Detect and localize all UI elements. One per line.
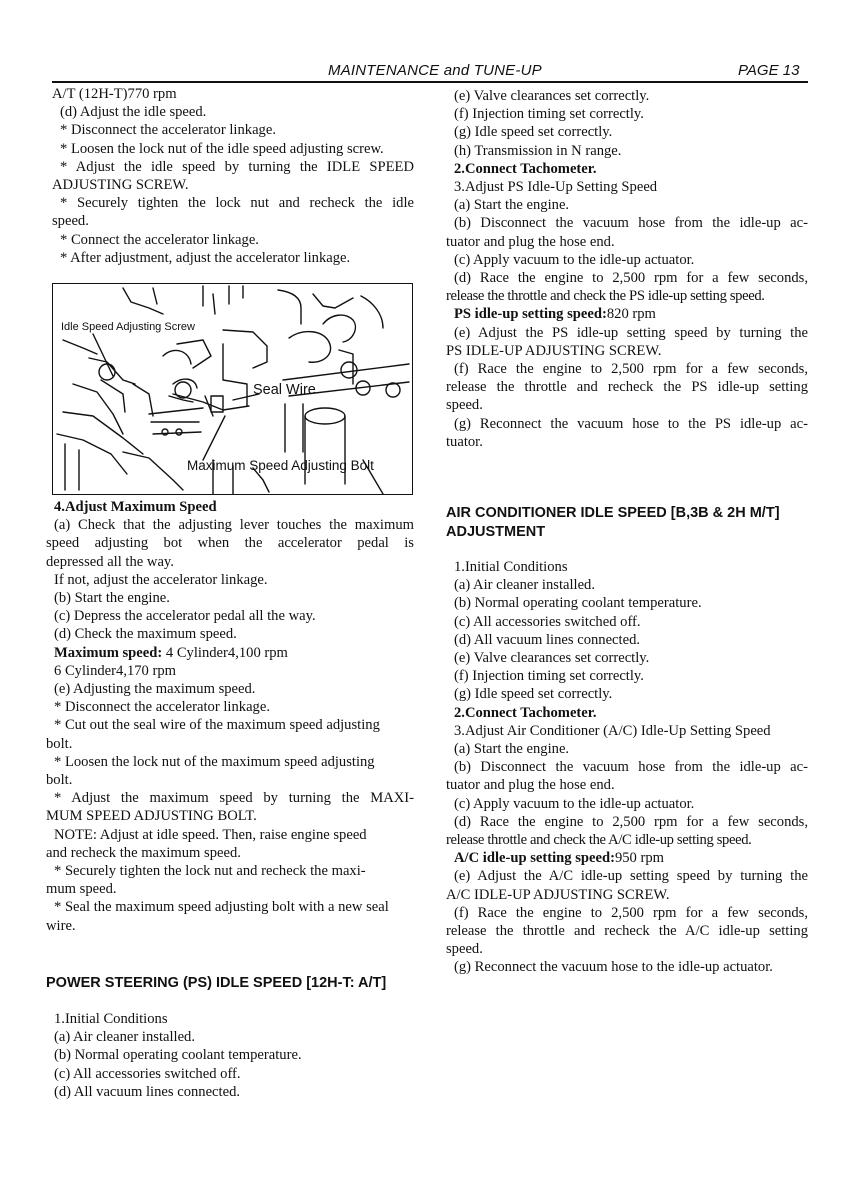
text-line: speed.	[446, 397, 483, 414]
text-line: * Cut out the seal wire of the maximum speed adjusting	[54, 717, 380, 734]
text-line: * Adjust the idle speed by turning the IDLE SPEED	[60, 158, 414, 175]
text-line: (c) Apply vacuum to the idle-up actuator.	[454, 795, 695, 812]
text-line: (g) Reconnect the vacuum hose to the idle-up actuator.	[454, 959, 773, 976]
ac-section-text	[446, 558, 808, 977]
text-line: (g) Idle speed set correctly.	[454, 124, 613, 141]
text-line: (f) Race the engine to 2,500 rpm for a few seconds,	[454, 904, 808, 921]
text-line: If not, adjust the accelerator linkage.	[54, 571, 268, 588]
text-line: (f) Injection timing set correctly.	[454, 668, 644, 685]
ac-section-title	[446, 504, 808, 542]
text-line: 1.Initial Conditions	[54, 1011, 168, 1027]
text-line: and recheck the maximum speed.	[46, 844, 241, 861]
max-speed-line	[46, 644, 414, 662]
header-title: MAINTENANCE and TUNE-UP	[328, 62, 542, 79]
text-line: (a) Start the engine.	[454, 741, 570, 758]
text-line: * Loosen the lock nut of the idle speed adjusting screw.	[60, 140, 384, 157]
text-line: * Disconnect the accelerator linkage.	[54, 699, 270, 716]
page-number: PAGE 13	[738, 62, 800, 79]
text-line: speed adjusting bot when the accelerator pedal is	[46, 535, 414, 552]
max-speed-4cyl: 4 Cylinder4,100 rpm	[162, 644, 288, 661]
label-maximum-speed-adjusting-bolt: Maximum Speed Adjusting Bolt	[187, 458, 374, 473]
text-line: 3.Adjust Air Conditioner (A/C) Idle-Up Setting Speed	[454, 722, 771, 739]
text-line: (e) Adjust the A/C idle-up setting speed by turning the	[454, 868, 808, 885]
ac-title-line: AIR CONDITIONER IDLE SPEED [B,3B & 2H M/T]	[446, 505, 780, 521]
text-line: (e) Adjusting the maximum speed.	[54, 681, 256, 698]
text-line: bolt.	[46, 735, 73, 752]
ac-speed-line	[446, 849, 808, 867]
text-line: (d) Race the engine to 2,500 rpm for a few seconds,	[454, 270, 808, 287]
ps-speed-label: PS idle-up setting speed:	[454, 306, 607, 323]
header-rule	[52, 81, 808, 83]
text-line: (a) Air cleaner installed.	[54, 1029, 196, 1046]
text-line: (c) Depress the accelerator pedal all the way.	[54, 608, 316, 625]
text-line: release the throttle and recheck the A/C idle-up setting	[446, 923, 808, 940]
text-line: (h) Transmission in N range.	[454, 142, 622, 159]
text-line: (b) Disconnect the vacuum hose from the idle-up ac-	[454, 215, 808, 232]
text-line: (a) Air cleaner installed.	[454, 577, 596, 594]
text-line: * Securely tighten the lock nut and recheck the idle	[60, 195, 414, 212]
step-heading: 4.Adjust Maximum Speed	[54, 499, 217, 515]
text-line: A/T (12H-T)770 rpm	[52, 86, 177, 102]
text-line: 3.Adjust PS Idle-Up Setting Speed	[454, 179, 658, 196]
text-line: * Adjust the maximum speed by turning the MAXI-	[54, 790, 414, 807]
ac-speed-value: 950 rpm	[614, 850, 665, 867]
label-idle-speed-adjusting-screw: Idle Speed Adjusting Screw	[61, 321, 195, 333]
ps-speed-value: 820 rpm	[606, 306, 656, 323]
page-header	[0, 62, 857, 84]
ac-speed-label: A/C idle-up setting speed:	[454, 850, 615, 867]
text-line: (e) Valve clearances set correctly.	[454, 88, 650, 104]
text-line: A/C IDLE-UP ADJUSTING SCREW.	[446, 886, 670, 903]
max-speed-6cyl: 6 Cylinder4,170 rpm	[54, 662, 177, 679]
text-line: (d) Adjust the idle speed.	[60, 104, 207, 121]
text-line: (d) Check the maximum speed.	[54, 626, 237, 643]
text-line: (d) All vacuum lines connected.	[54, 1083, 241, 1100]
text-line: (f) Injection timing set correctly.	[454, 106, 644, 123]
text-line: (b) Normal operating coolant temperature.	[454, 595, 702, 612]
text-line: speed.	[52, 213, 89, 230]
step-heading: 2.Connect Tachometer.	[454, 160, 597, 177]
text-line: * Loosen the lock nut of the maximum speed adjusting	[54, 753, 375, 770]
text-line: (e) Valve clearances set correctly.	[454, 650, 650, 667]
text-line: (c) Apply vacuum to the idle-up actuator.	[454, 251, 695, 268]
text-line: (b) Disconnect the vacuum hose from the idle-up ac-	[454, 759, 808, 776]
text-line: (a) Check that the adjusting lever touches the maximum	[54, 517, 414, 534]
text-line: * Connect the accelerator linkage.	[60, 231, 259, 248]
text-line: ADJUSTING SCREW.	[52, 177, 189, 194]
text-line: wire.	[46, 917, 76, 934]
text-line: (f) Race the engine to 2,500 rpm for a few seconds,	[454, 361, 808, 378]
ps-speed-line	[446, 305, 808, 323]
text-line: speed.	[446, 941, 483, 958]
max-speed-label: Maximum speed:	[54, 644, 163, 661]
text-line: (b) Normal operating coolant temperature.	[54, 1047, 302, 1064]
left-mid-text	[46, 498, 414, 935]
ps-section-title: POWER STEERING (PS) IDLE SPEED [12H-T: A/T]	[46, 975, 387, 991]
ac-title-line: ADJUSTMENT	[446, 524, 546, 540]
text-line: bolt.	[46, 772, 73, 789]
text-line: tuator and plug the hose end.	[446, 233, 615, 250]
text-line: NOTE: Adjust at idle speed. Then, raise engine speed	[54, 826, 367, 843]
text-line: (d) All vacuum lines connected.	[454, 631, 641, 648]
text-line: (c) All accessories switched off.	[54, 1065, 241, 1082]
label-seal-wire: Seal Wire	[253, 382, 316, 398]
text-line: release the throttle and recheck the PS idle-up setting	[446, 379, 808, 396]
text-line: depressed all the way.	[46, 553, 174, 570]
text-line: tuator and plug the hose end.	[446, 777, 615, 794]
left-top-text	[52, 85, 414, 267]
text-line: (d) Race the engine to 2,500 rpm for a few seconds,	[454, 813, 808, 830]
engine-diagram	[52, 283, 413, 495]
right-top-text	[446, 87, 808, 451]
text-line: (b) Start the engine.	[54, 590, 170, 607]
text-line: (g) Reconnect the vacuum hose to the PS idle-up ac-	[454, 415, 808, 432]
text-line: * Seal the maximum speed adjusting bolt with a new seal	[54, 899, 389, 916]
text-line: (a) Start the engine.	[454, 197, 570, 214]
text-line: (c) All accessories switched off.	[454, 613, 641, 630]
text-line: (g) Idle speed set correctly.	[454, 686, 613, 703]
text-line: tuator.	[446, 433, 483, 450]
text-line: PS IDLE-UP ADJUSTING SCREW.	[446, 342, 662, 359]
text-line: (e) Adjust the PS idle-up setting speed by turning the	[454, 324, 808, 341]
text-line: 1.Initial Conditions	[454, 559, 568, 575]
step-heading: 2.Connect Tachometer.	[454, 704, 597, 721]
text-line: * Disconnect the accelerator linkage.	[60, 122, 276, 139]
text-line: MUM SPEED ADJUSTING BOLT.	[46, 808, 257, 825]
text-line: * After adjustment, adjust the accelerator linkage.	[60, 249, 351, 266]
ps-section-text	[46, 1010, 414, 1101]
text-line: mum speed.	[46, 881, 117, 898]
text-line: * Securely tighten the lock nut and recheck the maxi-	[54, 863, 366, 880]
text-line: release the throttle and check the PS idle-up setting speed.	[446, 288, 765, 305]
text-line: release throttle and check the A/C idle-up setting speed.	[446, 832, 752, 849]
